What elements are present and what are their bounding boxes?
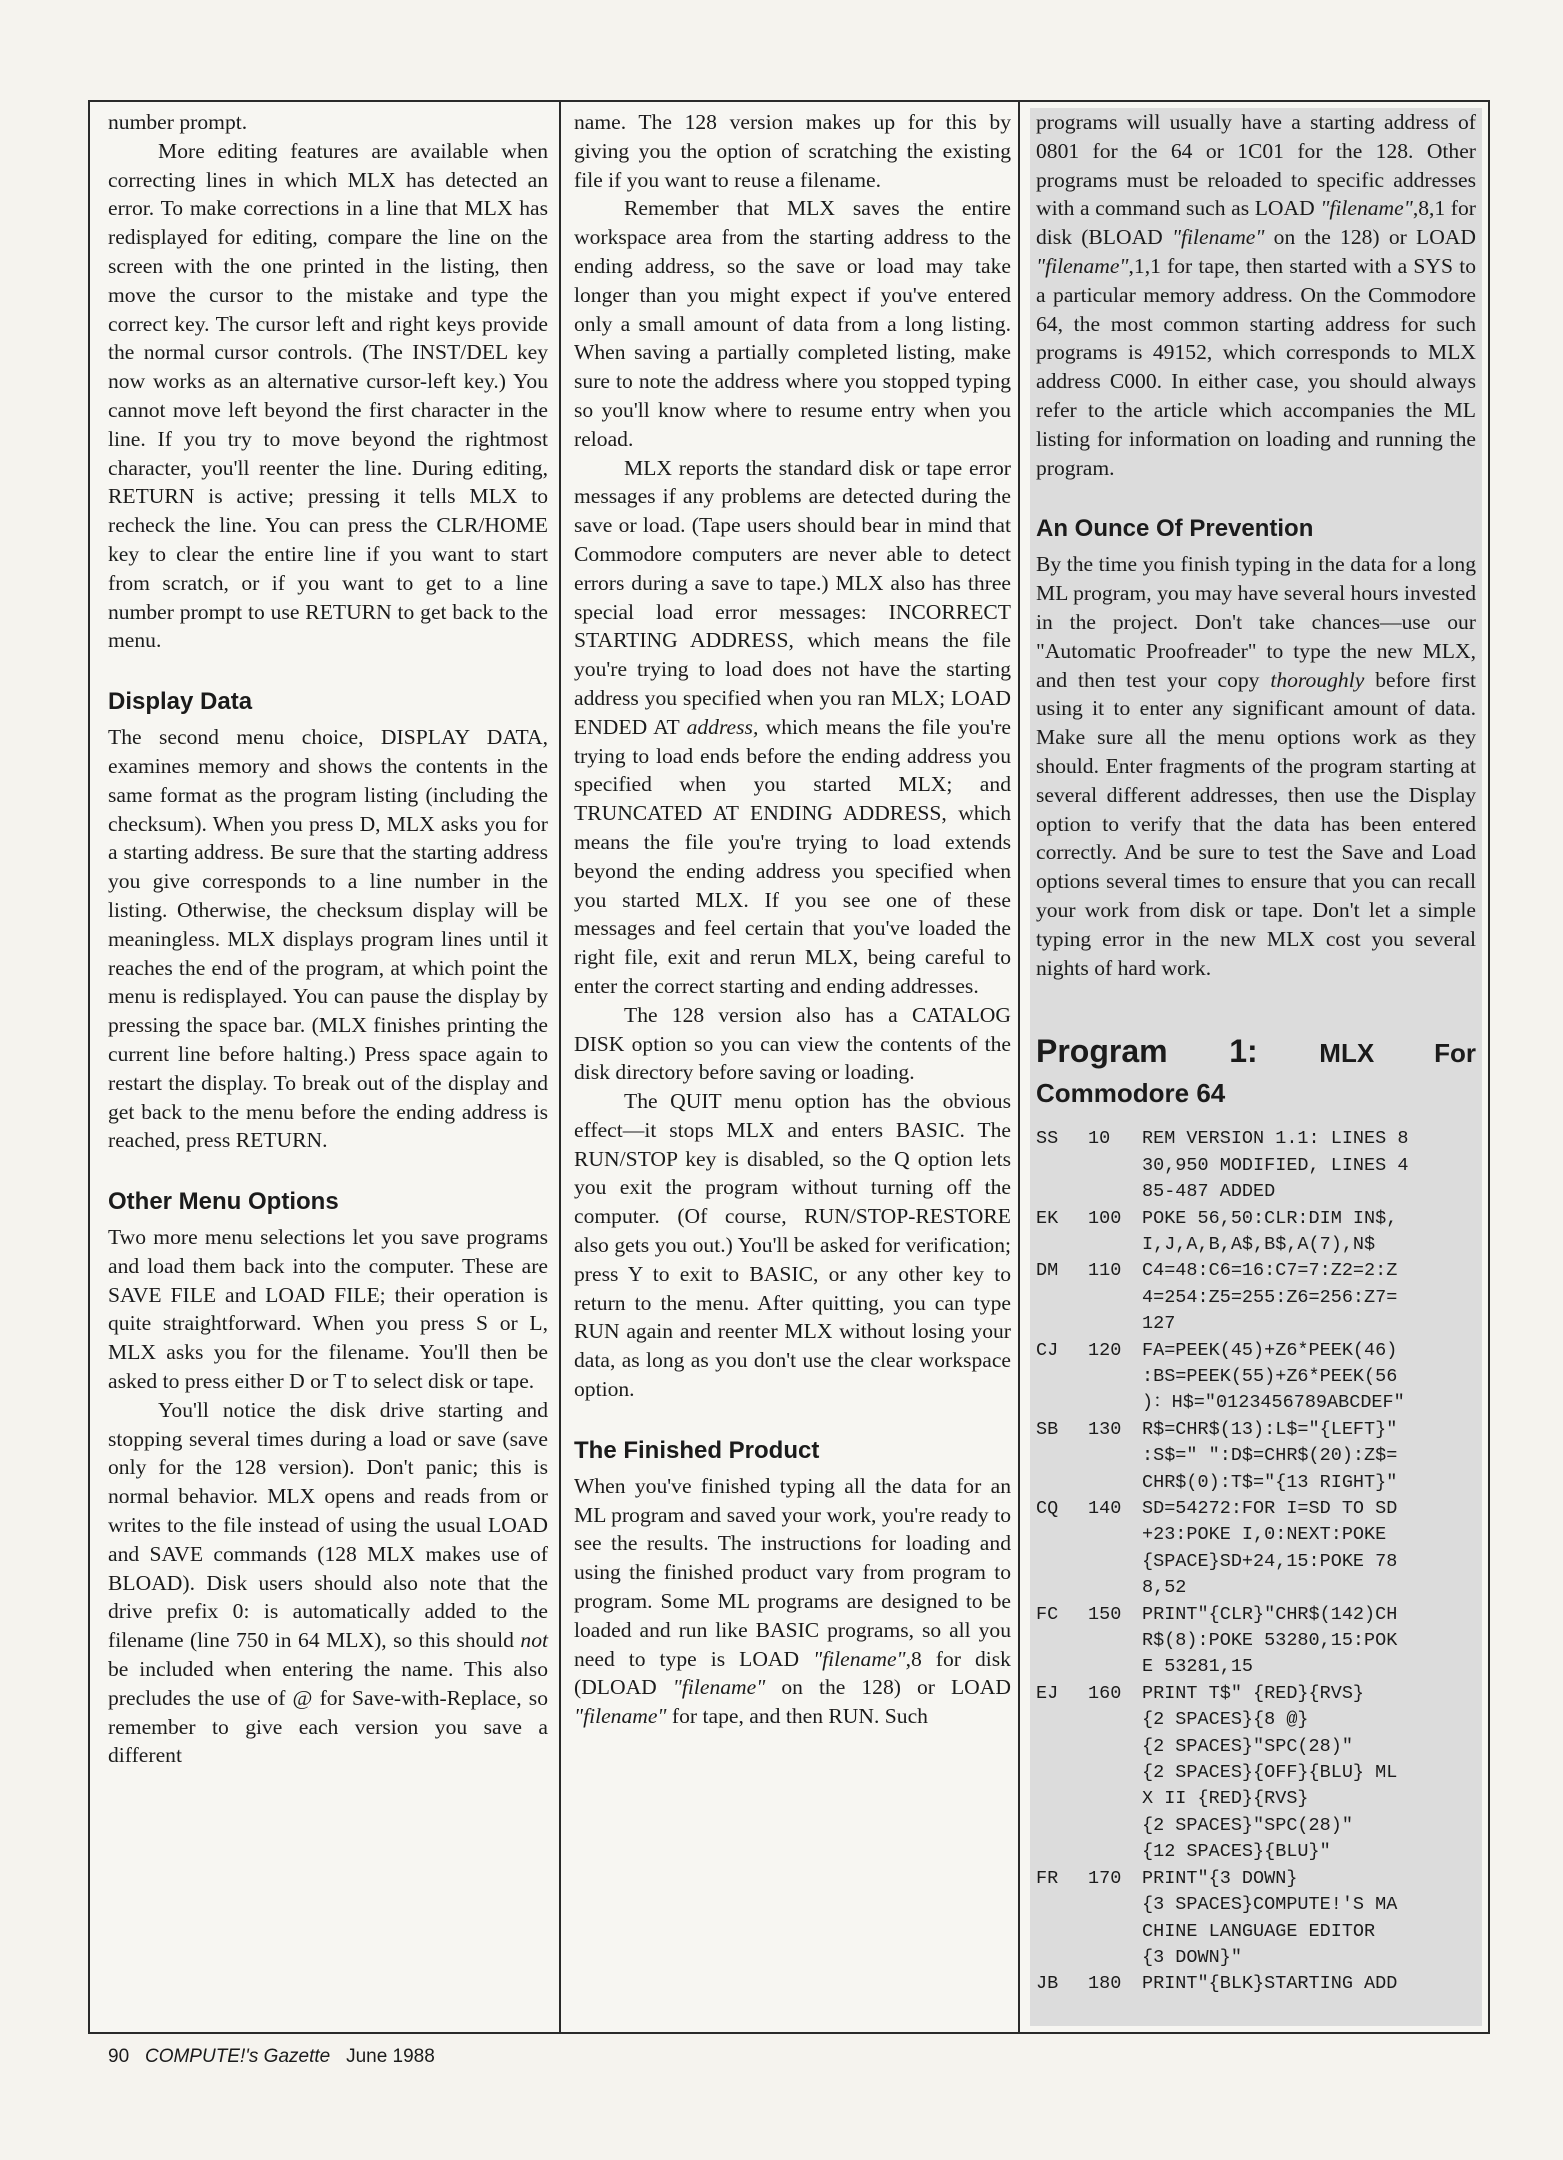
subhead-ounce-of-prevention: An Ounce Of Prevention <box>1036 515 1314 543</box>
code-text-line: {2 SPACES}{OFF}{BLU} ML <box>1142 1762 1398 1784</box>
page-number: 90 <box>108 2046 130 2067</box>
column-1 <box>108 108 548 2026</box>
code-text-line: CHR$(0):T$="{13 RIGHT}" <box>1142 1471 1398 1493</box>
code-line <box>1036 1971 1476 1997</box>
line-number: 170 <box>1088 1867 1122 1889</box>
line-number: 100 <box>1088 1207 1122 1229</box>
checksum: EJ <box>1036 1682 1059 1704</box>
code-text-line: PRINT T$" {RED}{RVS} <box>1142 1682 1365 1704</box>
code-line <box>1036 1258 1476 1337</box>
code-text-line: R$(8):POKE 53280,15:POK <box>1142 1630 1398 1652</box>
paragraph: When you've finished typing all the data for an ML program and saved your work, you're ready to see the results. The instructions for loading and using the finished product vary from program to program. Some ML programs are designed to be loaded and run like BASIC programs, so all you need to type is LOAD "filename",8 for disk (DLOAD "filename" on the 128) or LOAD "filename" for tape, and then RUN. Such <box>574 1473 1011 1729</box>
checksum: SS <box>1036 1128 1059 1150</box>
code-text-line: {12 SPACES}{BLU}" <box>1142 1841 1331 1863</box>
checksum: SB <box>1036 1418 1059 1440</box>
code-text-line: {2 SPACES}"SPC(28)" <box>1142 1814 1353 1836</box>
code-line <box>1036 1866 1476 1972</box>
column-3 <box>1030 108 1482 2026</box>
code-text-line: R$=CHR$(13):L$="{LEFT}" <box>1142 1418 1398 1440</box>
code-text-line: SD=54272:FOR I=SD TO SD <box>1142 1498 1398 1519</box>
line-number: 160 <box>1088 1682 1122 1704</box>
paragraph: More editing features are available when correcting lines in which MLX has detected an error. To make corrections in a line that MLX has redisplayed for editing, compare the line on the screen with the one printed in the listing, then move the cursor to the mistake and type the correct key. The cursor left and right keys provide the normal cursor controls. (The INST/DEL key now works as an alternative cursor-left key.) You cannot move left beyond the first character in the line. If you try to move beyond the rightmost character, you'll reenter the line. During editing, RETURN is active; pressing it tells MLX to recheck the line. You can press the CLR/HOME key to clear the entire line if you want to start from scratch, or if you want to get to a line number prompt to use RETURN to get back to the menu. <box>108 138 548 653</box>
code-line <box>1036 1206 1476 1259</box>
checksum: CJ <box>1036 1339 1059 1361</box>
code-text <box>1142 1971 1476 1997</box>
code-line <box>1036 1602 1476 1681</box>
code-text <box>1142 1126 1476 1205</box>
code-line <box>1036 1496 1476 1602</box>
code-text-line: I,J,A,B,A$,B$,A(7),N$ <box>1142 1233 1376 1255</box>
column-2 <box>574 108 1011 2026</box>
code-text <box>1142 1866 1476 1972</box>
code-text-line: FA=PEEK(45)+Z6*PEEK(46) <box>1142 1339 1398 1361</box>
page-footer <box>108 2046 435 2068</box>
subhead-finished-product: The Finished Product <box>574 1436 820 1464</box>
paragraph: Remember that MLX saves the entire workspace area from the starting address to the ending address, so the save or load may take longer than you might expect if you've entered only a small amount of data from a long listing. When saving a partially completed listing, make sure to note the address where you stopped typing so you'll know where to resume entry when you reload. <box>574 196 1011 451</box>
code-text-line: C4=48:C6=16:C7=7:Z2=2:Z <box>1142 1260 1398 1282</box>
paragraph: programs will usually have a starting address of 0801 for the 64 or 1C01 for the 128. Other programs must be reloaded to specific addresses with a command such as LOAD "filename",8,1 for disk (BLOAD "filename" on the 128) or LOAD "filename",1,1 for tape, then started with a SYS to a particular memory address. On the Commodore 64, the most common starting address for such programs is 49152, which corresponds to MLX address C000. In either case, you should always refer to the article which accompanies the ML listing for information on loading and running the program. <box>1036 110 1476 480</box>
code-text-line: {2 SPACES}{8 @} <box>1142 1709 1309 1731</box>
code-line <box>1036 1338 1476 1417</box>
line-number: 150 <box>1088 1603 1122 1625</box>
code-text-line: +23:POKE I,0:NEXT:POKE <box>1142 1524 1387 1546</box>
code-text-line: CHINE LANGUAGE EDITOR <box>1142 1920 1376 1942</box>
line-number: 180 <box>1088 1973 1122 1995</box>
checksum: EK <box>1036 1207 1059 1229</box>
line-number: 140 <box>1088 1498 1122 1519</box>
code-text-line: PRINT"{CLR}"CHR$(142)CH <box>1142 1603 1398 1625</box>
code-text-line: POKE 56,50:CLR:DIM IN$, <box>1142 1207 1398 1229</box>
publication-name: COMPUTE!'s Gazette <box>144 2046 331 2067</box>
column-rule-2 <box>1018 100 1020 2032</box>
code-text-line: 30,950 MODIFIED, LINES 4 <box>1142 1154 1409 1176</box>
code-text-line: E 53281,15 <box>1142 1656 1254 1678</box>
paragraph: name. The 128 version makes up for this by giving you the option of scratching the existing file if you want to reuse a filename. <box>574 110 1011 192</box>
code-text-line: :BS=PEEK(55)+Z6*PEEK(56 <box>1142 1365 1398 1387</box>
paragraph: The second menu choice, DISPLAY DATA, examines memory and shows the contents in the same format as the program listing (including the checksum). When you press D, MLX asks you for a starting address. Be sure that the starting address you give corresponds to a line number in the listing. Otherwise, the checksum display will be meaningless. MLX displays program lines until it reaches the end of the program, at which point the menu is redisplayed. You can pause the display by pressing the space bar. (MLX finishes printing the current line before halting.) Press space again to restart the display. To break out of the display and get back to the menu before the ending address is reached, press RETURN. <box>108 725 548 1153</box>
code-text-line: {SPACE}SD+24,15:POKE 78 <box>1142 1550 1398 1572</box>
code-text-line: REM VERSION 1.1: LINES 8 <box>1142 1128 1409 1150</box>
checksum: FC <box>1036 1603 1059 1625</box>
program-title: Program 1: MLX For Commodore 64 <box>1036 1033 1477 1109</box>
line-number: 120 <box>1088 1339 1122 1361</box>
line-number: 130 <box>1088 1418 1122 1440</box>
line-number: 110 <box>1088 1260 1122 1282</box>
paragraph: By the time you finish typing in the data for a long ML program, you may have several hours invested in the project. Don't take chances—use our "Automatic Proofreader" to type the new MLX, and then test your copy thoroughly before first using it to enter any significant amount of data. Make sure all the menu options work as they should. Enter fragments of the program starting at several different addresses, then use the Display option to verify that the data has been entered correctly. And be sure to test the Save and Load options several times to ensure that you can recall your work from disk or tape. Don't let a simple typing error in the new MLX cost you several nights of hard work. <box>1036 552 1476 980</box>
code-line <box>1036 1681 1476 1866</box>
code-text <box>1142 1258 1476 1337</box>
code-line <box>1036 1417 1476 1496</box>
subhead-display-data: Display Data <box>108 688 253 716</box>
code-text-line: 85-487 ADDED <box>1142 1181 1276 1203</box>
column-rule-1 <box>559 100 561 2032</box>
checksum: FR <box>1036 1867 1059 1889</box>
line-number: 10 <box>1088 1128 1111 1150</box>
code-text <box>1142 1496 1476 1602</box>
code-text-line: 4=254:Z5=255:Z6=256:Z7= <box>1142 1286 1398 1308</box>
code-line <box>1036 1126 1476 1205</box>
code-text <box>1142 1602 1476 1681</box>
paragraph: MLX reports the standard disk or tape error messages if any problems are detected during the save or load. (Tape users should bear in mind that Commodore computers are never able to detect errors during a save to tape.) MLX also has three special load error messages: INCORRECT STARTING ADDRESS, which means the file you're trying to load does not have the starting address you specified when you ran MLX; LOAD ENDED AT address, which means the file you're trying to load ends before the ending address you specified when you started MLX; and TRUNCATED AT ENDING ADDRESS, which means the file you're trying to load extends beyond the ending address you specified when you started MLX. If you see one of these messages and feel certain that you've loaded the right file, exit and rerun MLX, being careful to enter the correct starting and ending addresses. <box>574 455 1011 998</box>
code-text-line: )：H$="0123456789ABCDEF" <box>1142 1392 1405 1414</box>
code-text <box>1142 1681 1476 1866</box>
checksum: JB <box>1036 1973 1059 1995</box>
paragraph: The QUIT menu option has the obvious effect—it stops MLX and enters BASIC. The RUN/STOP key is disabled, so the Q option lets you exit the program without turning off the computer. (Of course, RUN/STOP-RESTORE also gets you out.) You'll be asked for verification; press Y to exit to BASIC, or any other key to return to the menu. After quitting, you can type RUN again and reenter MLX without losing your data, as long as you don't use the clear workspace option. <box>574 1089 1011 1402</box>
code-text-line: PRINT"{3 DOWN} <box>1142 1867 1298 1889</box>
code-text <box>1142 1206 1476 1259</box>
code-text-line: X II {RED}{RVS} <box>1142 1788 1309 1810</box>
code-text <box>1142 1338 1476 1417</box>
paragraph: number prompt. <box>108 110 248 134</box>
subhead-other-menu-options: Other Menu Options <box>108 1188 339 1216</box>
code-text-line: {3 SPACES}COMPUTE!'S MA <box>1142 1894 1398 1916</box>
code-text <box>1142 1417 1476 1496</box>
checksum: CQ <box>1036 1498 1059 1519</box>
code-text-line: 127 <box>1142 1313 1176 1335</box>
code-text-line: PRINT"{BLK}STARTING ADD <box>1142 1973 1398 1995</box>
paragraph: You'll notice the disk drive starting and stopping several times during a load or save (save only for the 128 version). Don't panic; this is normal behavior. MLX opens and reads from or writes to the file instead of using the usual LOAD and SAVE commands (128 MLX makes use of BLOAD). Disk users should also note that the drive prefix 0: is automatically added to the filename (line 750 in 64 MLX), so this should not be included when entering the name. This also precludes the use of @ for Save-with-Replace, so remember to give each version you save a different <box>108 1397 549 1768</box>
code-text-line: {2 SPACES}"SPC(28)" <box>1142 1735 1353 1757</box>
code-text-line: 8,52 <box>1142 1577 1187 1599</box>
program-listing <box>1036 1126 1476 1997</box>
issue-date: June 1988 <box>346 2046 435 2067</box>
paragraph: The 128 version also has a CATALOG DISK option so you can view the contents of the disk directory before saving or loading. <box>574 1002 1011 1085</box>
code-text-line: :S$=" ":D$=CHR$(20):Z$= <box>1142 1445 1398 1467</box>
code-text-line: {3 DOWN}" <box>1142 1946 1242 1968</box>
paragraph: Two more menu selections let you save programs and load them back into the computer. These are SAVE FILE and LOAD FILE; their operation is quite straightforward. When you press S or L, MLX asks you for the filename. You'll then be asked to press either D or T to select disk or tape. <box>108 1225 548 1394</box>
checksum: DM <box>1036 1260 1059 1282</box>
